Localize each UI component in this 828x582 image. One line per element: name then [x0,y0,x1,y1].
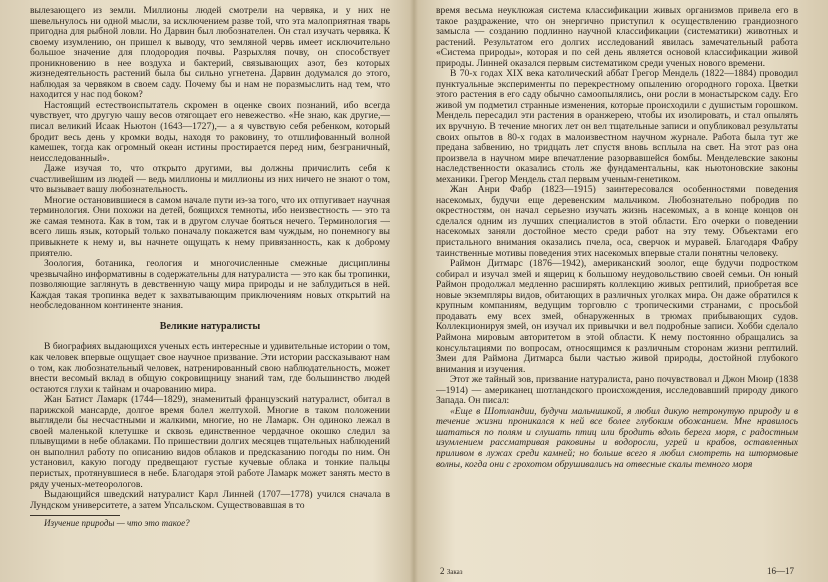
left-paragraph: вылезающего из земли. Миллионы людей смотрели на червяка, и у них не шевельнулось ни одной мысли, за исключением разве той, что эта малоприятная тварь пригодна для рыбной ловли. Но Дарвин был любознателен. Он стал изучать червяка. К своему изумлению, он пришел к выводу, что земляной червь имеет исключительно большое значение для плодородия почвы. Разрыхляя почву, он способствует проникновению в нее воздуха и бактерий, связывающих азот, без которых жизнедеятельность растений была бы сильно угнетена. Дарвин додумался до этого, наблюдая за червяком в своем саду. Почему бы и нам не поразмыслить над тем, что находится у нас под боком? [30,6,390,101]
right-paragraph: Раймон Дитмарс (1876—1942), американский зоолог, еще будучи подростком собирал и изучал змей и ящериц к большому неудовольствию своей семьи. Он юный Раймон продолжал медленно расширять коллекцию живых рептилий, приобретая все новые экземпляры видов, обитающих в различных уголках мира. Он даже обратился к крупным компаниям, ведущим торговлю с тропическими странами, с просьбой продавать ему всех змей, обнаруженных в трюмах прибывающих судов. Коллекционируя змей, он изучал их привычки и вел подробные записи. Хобби сделало Раймона мировым авторитетом в этой области. К нему постоянно обращались за консультациями по вопросам, относящимся к различным сторонам жизни рептилий. Змеи для Раймона Дитмарса были частью живой природы, достойной глубокого внимания и изучения. [436,258,798,375]
right-paragraph: время весьма неуклюжая система классификации живых организмов привела его в такое раздражение, что он энергично приступил к осуществлению грандиозного замысла — созданию подлинно научной классификации (систематики) животных и растений. Результатом его долгих исследований явилась замечательный работа «Система природы», которая и по сей день является основой классификации живой природы. Линней оказался первым систематиком среди ученых нового времени. [436,6,798,69]
left-paragraph: Зоология, ботаника, геология и многочисленные смежные дисциплины чрезвычайно информативны в содержательны для натуралиста — это как бы тропинки, позволяющие заглянуть в девственную чащу мира природы и не заблудиться в ней. Каждая такая тропинка ведет к захватывающим приключениям новых открытий на необследованном континенте знания. [30,258,390,312]
left-paragraph: Даже изучая то, что открыто другими, вы должны причислить себя к счастливейшим из людей — ведь миллионы и миллионы из них ничего не знают о том, что вызывает вашу любознательность. [30,163,390,196]
right-paragraph: Жан Анри Фабр (1823—1915) заинтересовался особенностями поведения насекомых, будучи еще деревенским мальчиком. Любознательно побродив по окрестностям, он начал серьезно изучать жизнь насекомых, а в конце концов он сделался одним из лучших специалистов в этой области. Его очерки о поведении насекомых заняли достойное место среди работ на эту тему. Объектами его пристального внимания оказались пчела, оса, сверчок и муравей. Благодаря Фабру таинственные мотивы поведения этих насекомых впервые стали понятны человеку. [436,184,798,259]
print-signature: Заказ [446,568,463,576]
left-paragraph: В биографиях выдающихся ученых есть интересные и удивительные истории о том, как человек впервые ощущает свое научное призвание. Эти истории рассказывают нам о том, как любознательный человек, натренированный свою наблюдательность, может внести весомый вклад в общую сокровищницу знаний там, где большинство людей остаются глухи к тайнам и очарованию мира. [30,341,390,395]
page-number-left [440,566,463,576]
page-number-right: 16—17 [767,566,794,576]
right-paragraph: В 70-х годах XIX века католический аббат Грегор Мендель (1822—1884) проводил пунктуальные эксперименты по перекрестному опылению огородного гороха. Цветки этого растения в его саду обычно самоопылялись, они росли в монастырском саду. Его живой ум подметил странные изменения, которые происходили с душистым горошком. Мендель пересадил эти растения в оранжерею, чтобы их изолировать, и стал опылять их вручную. В течение многих лет он вел тщательные записи и опубликовал результаты своих опытов в 80-х годах в малоизвестном научном журнале. Работа была тут же предана забвению, но тридцать лет спустя вновь всплыла на свет. На этот раз она произвела в научном мире впечатление разорвавшейся бомбы. Менделевские законы наследственности оказались столь же фундаментальны, как ньютоновские законы механики. Грегор Мендель стал первым ученым-генетиком. [436,68,798,185]
quotation: «Еще в Шотландии, будучи мальчишкой, я любил дикую нетронутую природу и в течение жизни проникался к ней все более глубоким обожанием. Мне нравилось шататься по полям и слушать птиц или бродить вдоль берега моря, с радостным изумлением рассматривая раковины и водоросли, угрей и крабов, оставленных приливом в лужах среди камней; но больше всего я любил смотреть на штормовые волны, когда они с грохотом обрушивались на отвесные скалы темного моря [436,405,798,470]
left-paragraph: Жан Батист Ламарк (1744—1829), знаменитый французский натуралист, обитал в парижской мансарде, долгое время болел желтухой. Многие в таком положении выглядели бы несчастными и жалкими, многие, но не Ламарк. Он одиноко лежал в своей маленькой клетушке и сквозь единственное чердачное окошко следил за плывущими в небе облаками. По пришествии долгих месяцев тщательных наблюдений он выполнил работу по описанию видов облаков и предсказанию погоды по ним. Он установил, какую погоду предвещают густые кучевые облака и тонкие пальцы перистых, протянувшиеся в небе. Благодаря этой работе Ламарк может занять место в ряду ученых-метеорологов. [30,394,390,490]
right-page [436,6,798,576]
footnote-divider [30,515,120,516]
section-heading: Великие натуралисты [159,320,261,332]
left-paragraph: Настоящий естествоиспытатель скромен в оценке своих познаний, ибо всегда чувствует, что другую чашу весов отягощает его невежество. «Не знаю, как другие,— писал великий Исаак Ньютон (1643—1727),— а я чувствую себя ребенком, который бродит весь день у кромки воды, находя то раковину, то отшлифованный волной камешек, тогда как огромный океан истины простирается перед ним, безграничный, неисследованный». [30,99,390,164]
left-paragraph: Выдающийся шведский натуралист Карл Линней (1707—1778) учился сначала в Лундском университете, а затем Упсальском. Существовавшая в то [30,489,390,511]
left-paragraph: Многие остановившиеся в самом начале пути из-за того, что их отпугивает научная терминология. Они похожи на детей, боящихся темноты, ибо неизвестность — это та же самая темнота. Как в том, так и в другом случае бояться нечего. Терминология — всего лишь язык, который только поначалу покажется вам чуждым, но понемногу вы привыкнете к нему и, вы начнете ощущать к нему привязанность, как к доброму приятелю. [30,194,390,259]
page-number-left-value: 2 [440,566,445,576]
left-page [30,6,390,576]
right-paragraph: Этот же тайный зов, призвание натуралиста, рано почувствовал и Джон Мюир (1838—1914) — американец шотландского происхождения, исследовавший природу дикого Запада. Он писал: [436,374,798,407]
running-footer: Изучение природы — что это такое? [44,518,190,529]
